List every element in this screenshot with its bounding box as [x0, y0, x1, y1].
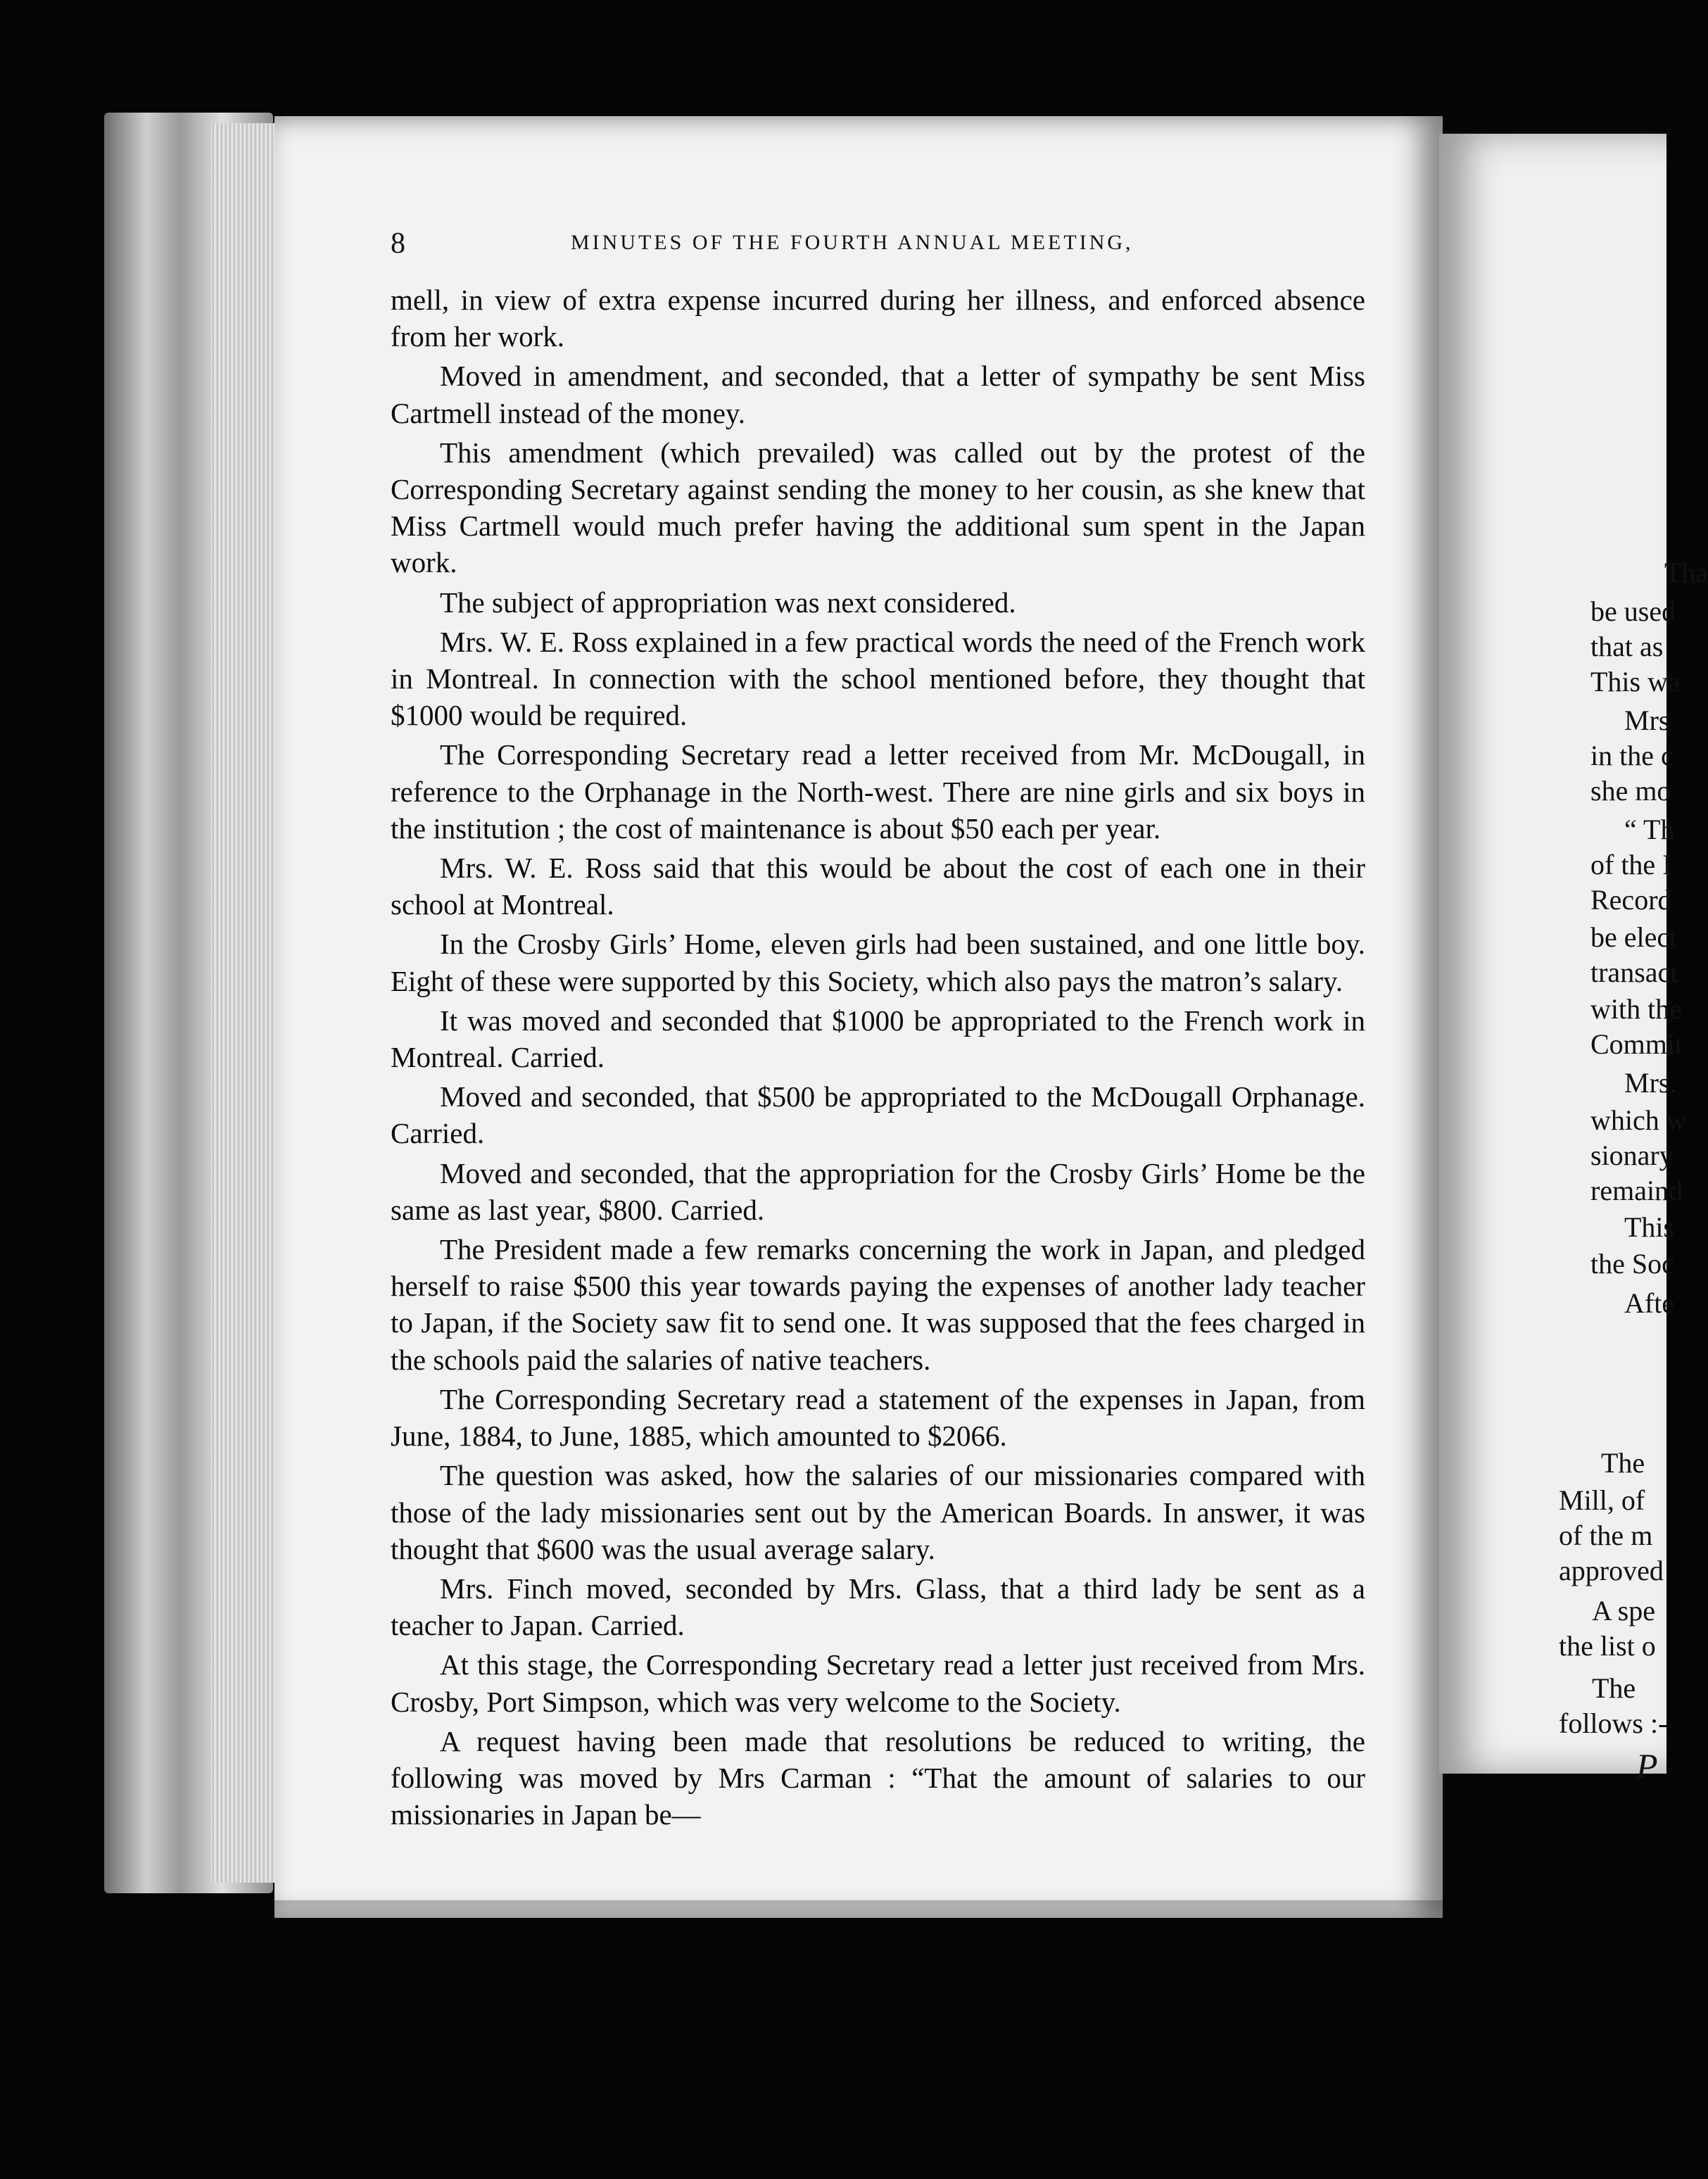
paragraph: The question was asked, how the salaries of our missionaries compared with those of the lady missionaries sent out by the American Boards. In answer, it was thought that $600 was the usual average salary. — [391, 1459, 1365, 1565]
paragraph: The President made a few remarks concerning the work in Japan, and pledged herself to raise $500 this year towards paying the expenses of another lady teacher to Japan, if the Society saw fit to send one. It was supposed that the fees charged in the schools paid the salaries of native teachers. — [391, 1233, 1365, 1376]
running-head — [391, 227, 1362, 269]
right-page-line: This — [1624, 1211, 1675, 1243]
paragraph: The Corresponding Secretary read a letter received from Mr. McDougall, in reference to the Orphanage in the North-west. There are nine girls and six boys in the institution ; the cost of maintenance is about $50 each per year. — [391, 738, 1365, 845]
right-page — [1439, 134, 1708, 1786]
paragraph: In the Crosby Girls’ Home, eleven girls had been sustained, and one little boy. Eight of these were supported by this Society, which also pays the matron’s salary. — [391, 928, 1365, 997]
paragraph: Moved in amendment, and seconded, that a letter of sympathy be sent Miss Cartmell instead of the money. — [391, 360, 1365, 429]
right-page-line: Commit — [1590, 1028, 1683, 1060]
right-page-line: Tha — [1664, 557, 1708, 588]
right-page-line: “ Th — [1624, 814, 1675, 845]
paragraph: The Corresponding Secretary read a statement of the expenses in Japan, from June, 1884, to June, 1885, which amounted to $2066. — [391, 1382, 1365, 1453]
paragraph: At this stage, the Corresponding Secretary read a letter just received from Mrs. Crosby, Port Simpson, which was very welcome to the Society. — [391, 1648, 1365, 1718]
paragraph: Moved and seconded, that $500 be appropriated to the McDougall Orphanage. Carried. — [391, 1080, 1365, 1150]
paragraph: The subject of appropriation was next considered. — [440, 586, 1016, 619]
paragraph: Moved and seconded, that the appropriation for the Crosby Girls’ Home be the same as last year, $800. Carried. — [391, 1156, 1365, 1226]
right-page-line: Record — [1590, 884, 1672, 916]
right-page-line: A spe — [1592, 1595, 1655, 1627]
body-text — [391, 282, 1365, 1836]
right-page-line: be elect — [1590, 921, 1678, 953]
page-shadow — [274, 1900, 1471, 1928]
right-page-line: in the c — [1590, 740, 1674, 771]
page-number: 8 — [391, 227, 405, 260]
right-page-line: Mill, of — [1559, 1484, 1645, 1516]
paragraph: mell, in view of extra expense incurred during her illness, and enforced absence from her work. — [391, 284, 1365, 353]
paragraph: A request having been made that resolutions be reduced to writing, the following was moved by Mrs Carman : “That the amount of salaries to our missionaries in Japan be— — [391, 1724, 1365, 1831]
running-title: MINUTES OF THE FOURTH ANNUAL MEETING, — [571, 231, 1134, 254]
right-page-line: follows :- — [1559, 1707, 1668, 1739]
right-page-line: with the — [1590, 993, 1682, 1025]
paragraph: This amendment (which prevailed) was called out by the protest of the Corresponding Secretary against sending the money to her cousin, as she knew that Miss Cartmell would much prefer having the additional sum spent in the Japan work. — [391, 436, 1365, 579]
paragraph: Mrs. Finch moved, seconded by Mrs. Glass, that a third lady be sent as a teacher to Japan. Carried. — [391, 1572, 1365, 1642]
right-page-line: she mo — [1590, 775, 1671, 807]
right-page-line: remaind — [1590, 1175, 1683, 1206]
right-page-line: The — [1601, 1447, 1645, 1479]
right-page-line: that as — [1590, 631, 1664, 662]
paragraph: It was moved and seconded that $1000 be appropriated to the French work in Montreal. Carried. — [391, 1004, 1365, 1074]
right-page-line: P — [1636, 1746, 1658, 1786]
right-page-line: of the m — [1559, 1520, 1653, 1551]
right-page-line: Mrs — [1624, 705, 1670, 736]
right-page-line: Mrs. — [1624, 1067, 1677, 1099]
right-page-line: The — [1592, 1672, 1636, 1704]
right-page-line: be used — [1590, 595, 1676, 627]
right-page-line: sionary — [1590, 1139, 1674, 1171]
right-page-line: approved — [1559, 1555, 1664, 1586]
paragraph: Mrs. W. E. Ross said that this would be about the cost of each one in their school at Montreal. — [391, 852, 1365, 921]
right-page-line: the Soc — [1590, 1248, 1674, 1280]
right-page-line: This wa — [1590, 666, 1681, 697]
right-page-line: the list o — [1559, 1630, 1656, 1662]
right-page-line: of the I — [1590, 849, 1672, 880]
right-page-line: transact — [1590, 956, 1678, 988]
right-page-line: Afte — [1624, 1287, 1675, 1319]
paragraph: Mrs. W. E. Ross explained in a few practical words the need of the French work in Montreal. In connection with the school mentioned before, they thought that $1000 would be required. — [391, 625, 1365, 732]
right-page-line: which w — [1590, 1104, 1687, 1136]
